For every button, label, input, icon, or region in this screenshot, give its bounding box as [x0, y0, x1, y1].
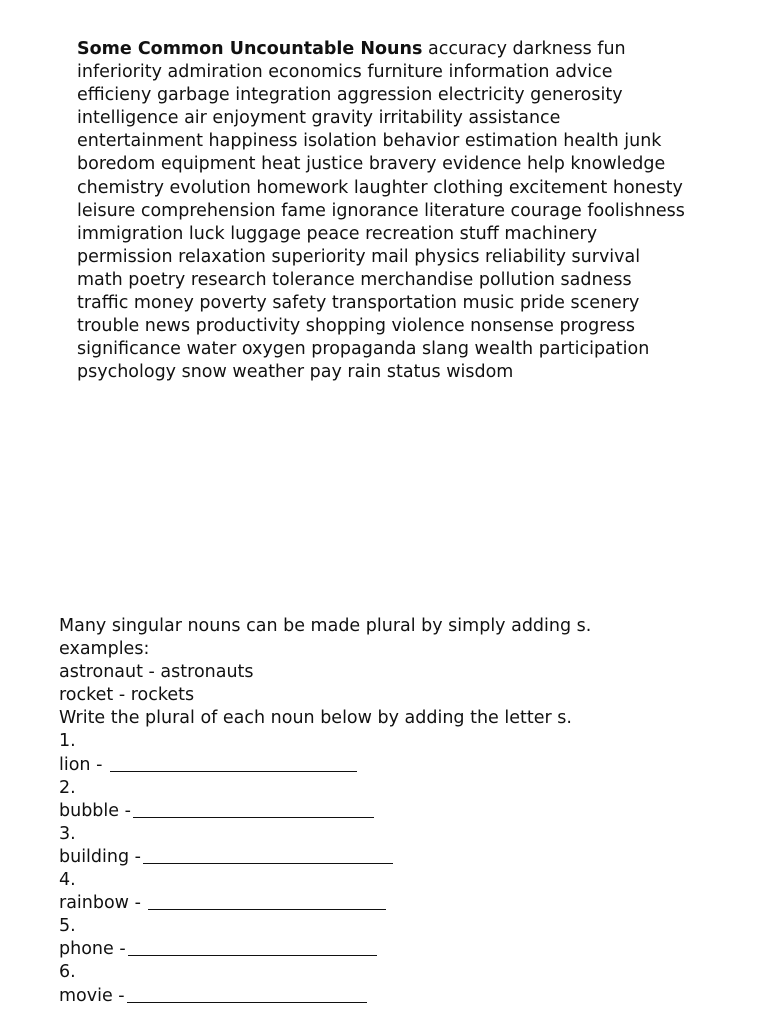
instruction-text: Write the plural of each noun below by adding the letter s.	[59, 708, 572, 729]
exercise-row	[59, 892, 719, 915]
example-item: rocket - rockets	[59, 685, 195, 706]
answer-blank[interactable]	[133, 802, 374, 818]
uncountable-nouns-list: accuracy darkness fun inferiority admiration economics furniture information advice efficieny garbage integration aggression electricity generosity intelligence air enjoyment gravity irritability assistance entertainment happiness isolation behavior estimation health junk boredom equipment heat justice bravery evidence help knowledge chemistry evolution homework laughter clothing excitement honesty leisure comprehension fame ignorance literature courage foolishness immigration luck luggage peace recreation stuff machinery permission relaxation superiority mail physics reliability survival math poetry research tolerance merchandise pollution sadness traffic money poverty safety transportation music pride scenery trouble news productivity shopping violence nonsense progress significance water oxygen propaganda slang wealth participation psychology snow weather pay rain status wisdom	[77, 39, 685, 383]
examples-label: examples:	[59, 639, 150, 660]
exercise-prompt: building -	[59, 846, 141, 867]
plurals-intro: Many singular nouns can be made plural by simply adding s.	[59, 616, 592, 636]
exercise-prompt: phone -	[59, 939, 126, 960]
exercise-row	[59, 800, 719, 823]
exercise-row	[59, 754, 719, 777]
exercise-prompt: bubble -	[59, 800, 131, 821]
exercise-row	[59, 985, 719, 1008]
exercise-number: 6.	[59, 962, 76, 983]
exercise-number: 2.	[59, 777, 76, 798]
exercise-number: 3.	[59, 823, 76, 844]
exercise-number: 5.	[59, 916, 76, 937]
plurals-worksheet	[59, 615, 719, 1008]
uncountable-nouns-paragraph	[77, 38, 687, 384]
exercise-number: 1.	[59, 731, 76, 752]
exercise-number: 4.	[59, 870, 76, 891]
uncountable-nouns-heading: Some Common Uncountable Nouns	[77, 39, 423, 59]
answer-blank[interactable]	[110, 756, 357, 772]
exercise-prompt: rainbow -	[59, 893, 147, 914]
answer-blank[interactable]	[128, 940, 377, 956]
exercise-row	[59, 938, 719, 961]
answer-blank[interactable]	[143, 848, 393, 864]
example-item: astronaut - astronauts	[59, 662, 254, 683]
exercise-prompt: movie -	[59, 985, 125, 1006]
exercise-row	[59, 846, 719, 869]
answer-blank[interactable]	[127, 987, 367, 1003]
answer-blank[interactable]	[148, 894, 386, 910]
exercise-prompt: lion -	[59, 754, 108, 775]
